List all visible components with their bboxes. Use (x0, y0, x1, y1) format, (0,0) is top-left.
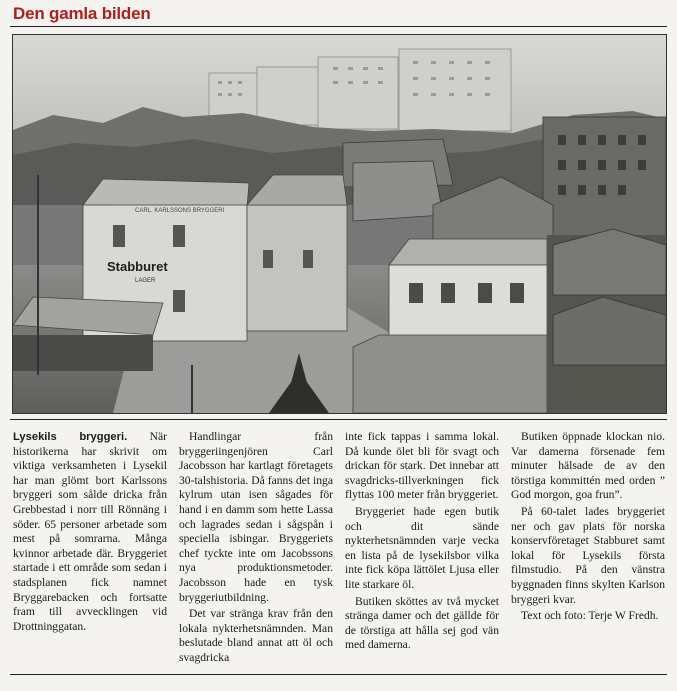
photo-sign-subtext: CARL. KARLSSONS BRYGGERI (135, 208, 225, 214)
paragraph-text: När historikerna har skrivit om viktiga verksamheten i Lysekil har man glömt bort Karlssons bryggeri som sålde dricka från Grebbestad i norr till Rönnäng i söder. 65 personer arbetade som mest på somrarna. Många kvinnor arbetade där. Bryggeriet startade i ett område som sedan i stadsplanen fick namnet Bryggarebacken och fortsatte fram till avvecklingen vid Drottninggatan. (13, 430, 167, 633)
photo-credit: Text och foto: Terje W Fredh. (521, 609, 659, 623)
article-paragraph: Bryggeriet hade egen butik och dit sände nykterhetsnämnden varje vecka en lista på de lysekilsbor vilka inte fick köpa lättölet Ljusa eller lite starkare öl. (345, 504, 499, 591)
historic-photo (12, 34, 667, 414)
article-body (13, 430, 665, 665)
photo-illustration (13, 35, 666, 413)
photo-sign-small: LAGER (135, 278, 156, 284)
article-paragraph: Butiken sköttes av två mycket stränga damer och det gällde för de törstiga att hålla sej god vän med damerna. (345, 594, 499, 652)
article-column-1 (13, 430, 167, 665)
headline-rule (10, 26, 667, 27)
brewery-roof (83, 179, 249, 207)
headline: Den gamla bilden (13, 4, 151, 23)
article-paragraph: Handlingar från bryggeriingenjören Carl Jacobsson har kartlagt företagets 30-talshistoria. Då fanns det inga kylrum utan isen sågades för hand i en damm som hette Lassa och lagrades sedan i sågspån i speciella isbingar. Bryggeriets chef tyckte inte om Jacobssons nya produktionsmetoder. Jacobsson hade en tysk bryggeriutbildning. (179, 430, 333, 604)
article-paragraph: På 60-talet lades bryggeriet ner och gav plats för norska konservföretaget Stabburet samt lokal för Lysekils första filmstudio. På den vänstra byggnaden finns skylten Karlson bryggeri kvar. (511, 504, 665, 606)
article-column-2 (179, 430, 333, 665)
bottom-rule (10, 674, 667, 675)
article-column-3 (345, 430, 499, 665)
article-paragraph: Det var stränga krav från den lokala nykterhetsnämnden. Man beslutade bland annat att öl och svagdricka (179, 607, 333, 664)
photo-sign-text: Stabburet (107, 259, 168, 274)
article-paragraph: Butiken öppnade klockan nio. Var damerna försenade fem minuter hälsade de av den törstiga kommittén med orden ” God morgon, goa frun”. (511, 430, 665, 502)
article-paragraph (13, 430, 167, 634)
photo-rule (10, 419, 667, 420)
article-column-4 (511, 430, 665, 665)
article-paragraph: inte fick tappas i samma lokal. Då kunde ölet bli för svagt och drickan för stark. Det innebar att svagdricks-tillverkningen fick flyttas 100 meter från bryggeriet. (345, 430, 499, 502)
article-kicker: Lysekils bryggeri. (13, 431, 128, 443)
